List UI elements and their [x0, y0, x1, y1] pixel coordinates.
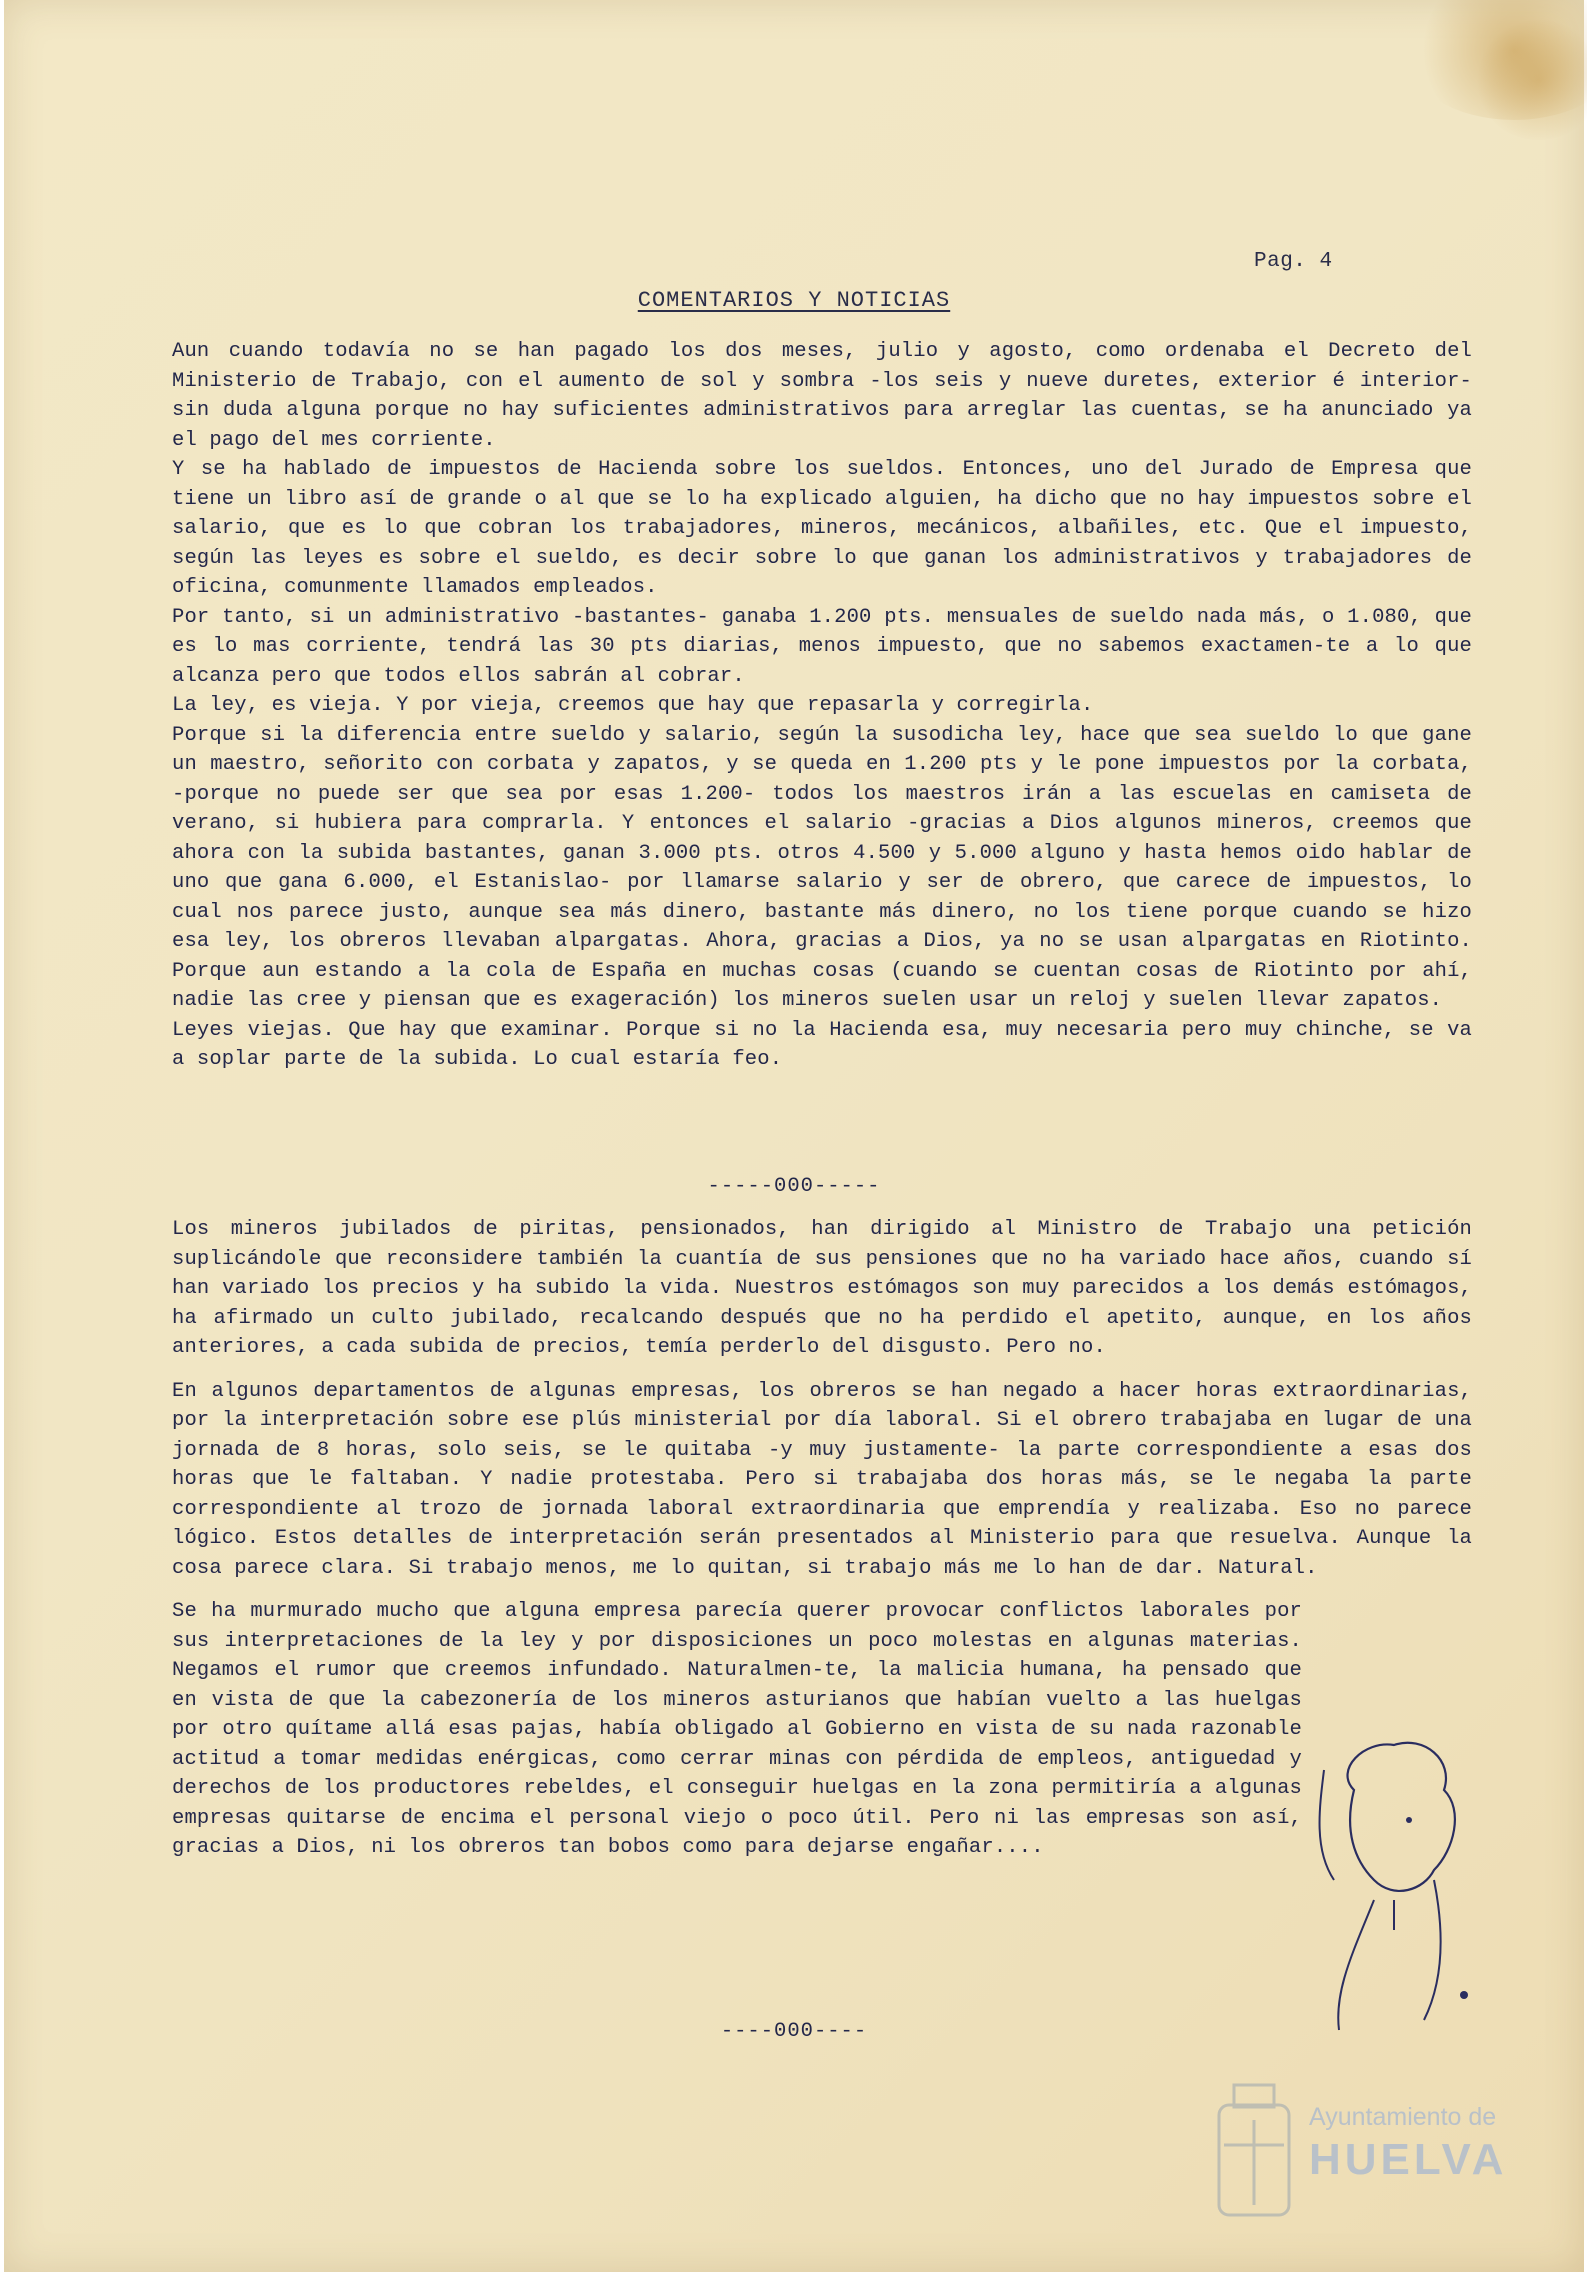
watermark-line1: Ayuntamiento de	[1309, 2103, 1497, 2131]
separator: ----000----	[720, 2020, 868, 2043]
separator: -----000-----	[707, 1175, 881, 1198]
page-number: Pag. 4	[1254, 250, 1333, 273]
section-2	[172, 1215, 1472, 1863]
paragraph: Los mineros jubilados de piritas, pensionados, han dirigido al Ministro de Trabajo una petición suplicándole que reconsidere también la cuantía de sus pensiones que no ha variado hace años, cuando sí han variado los precios y ha subido la vida. Nuestros estómagos son muy parecidos a los demás estómagos, ha afirmado un culto jubilado, recalcando después que no ha perdido el apetito, aunque, en los años anteriores, a cada subida de precios, temía perderlo del disgusto. Pero no.	[172, 1218, 1472, 1359]
section-1	[172, 337, 1472, 1075]
document-page	[4, 0, 1584, 2272]
paragraph: Por tanto, si un administrativo -bastantes- ganaba 1.200 pts. mensuales de sueldo nada más, o 1.080, que es lo mas corriente, tendrá las 30 pts diarias, menos impuesto, que no sabemos exactamen-te a lo que alcanza pero que todos ellos sabrán al cobrar.	[172, 605, 1472, 688]
paragraph: La ley, es vieja. Y por vieja, creemos que hay que repasarla y corregirla.	[172, 694, 1094, 717]
paragraph: Aun cuando todavía no se han pagado los dos meses, julio y agosto, como ordenaba el Decreto del Ministerio de Trabajo, con el aumento de sol y sombra -los seis y nueve duretes, exterior é interior- sin duda alguna porque no hay suficientes administrativos para arreglar las cuentas, se ha anunciado ya el pago del mes corriente.	[172, 340, 1472, 452]
page-title-text: COMENTARIOS Y NOTICIAS	[637, 288, 951, 313]
paragraph: En algunos departamentos de algunas empresas, los obreros se han negado a hacer horas extraordinarias, por la interpretación sobre ese plús ministerial por día laboral. Si el obrero trabajaba en lugar de una jornada de 8 horas, solo seis, se le quitaba -y muy justamente- la parte correspondiente a esas dos horas que le faltaban. Y nadie protestaba. Pero si trabajaba dos horas más, se le negaba la parte correspondiente al trozo de jornada laboral extraordinaria que emprendía y realizaba. Eso no parece lógico. Estos detalles de interpretación serán presentados al Ministerio para que resuelva. Aunque la cosa parece clara. Si trabajo menos, me lo quitan, si trabajo más me lo han de dar. Natural.	[172, 1379, 1472, 1580]
paper-stain	[1474, 20, 1587, 140]
paragraph: Porque si la diferencia entre sueldo y salario, según la susodicha ley, hace que sea sueldo lo que gane un maestro, señorito con corbata y zapatos, y se queda en 1.200 pts y le pone impuestos por la corbata, -porque no puede ser que sea por esas 1.200- todos los maestros irán a las escuelas en camiseta de verano, si hubiera para comprarla. Y entonces el salario -gracias a Dios algunos mineros, creemos que ahora con la subida bastantes, ganan 3.000 pts. otros 4.500 y 5.000 alguno y hasta hemos oido hablar de uno que gana 6.000, el Estanislao- por llamarse salario y ser de obrero, que carece de impuestos, lo cual nos parece justo, aunque sea más dinero, bastante más dinero, no los tiene porque cuando se hizo esa ley, los obreros llevaban alpargatas. Ahora, gracias a Dios, ya no se usan alpargatas en Riotinto. Porque aun estando a la cola de España en muchas cosas (cuando se cuentan cosas de Riotinto por ahí, nadie las cree y piensan que es exageración) los mineros suelen usar un reloj y suelen llevar zapatos.	[172, 723, 1472, 1012]
paragraph: Se ha murmurado mucho que alguna empresa parecía querer provocar conflictos laborales por sus interpretaciones de la ley y por disposiciones un poco molestas en algunas materias. Negamos el rumor que creemos infundado. Naturalmen-te, la malicia humana, ha pensado que en vista de que la cabezonería de los mineros asturianos que habían vuelto a las huelgas por otro quítame allá esas pajas, había obligado al Gobierno en vista de su nada razonable actitud a tomar medidas enérgicas, como cerrar minas con pérdida de empleos, antiguedad y derechos de los productores rebeldes, el conseguir huelgas en la zona permitiría a algunas empresas quitarse de encima el personal viejo o poco útil. Pero ni las empresas son así, gracias a Dios, ni los obreros tan bobos como para dejarse engañar....	[172, 1600, 1302, 1859]
watermark-line2: HUELVA	[1309, 2135, 1508, 2184]
page-title	[4, 288, 1584, 313]
paragraph: Y se ha hablado de impuestos de Hacienda sobre los sueldos. Entonces, uno del Jurado de Empresa que tiene un libro así de grande o al que se lo ha explicado alguien, ha dicho que no hay impuestos sobre el salario, que es lo que cobran los trabajadores, mineros, mecánicos, albañiles, etc. Que el impuesto, según las leyes es sobre el sueldo, es decir sobre lo que ganan los administrativos y trabajadores de oficina, comunmente llamados empleados.	[172, 458, 1472, 599]
paragraph: Leyes viejas. Que hay que examinar. Porque si no la Hacienda esa, muy necesaria pero muy chinche, se va a soplar parte de la subida. Lo cual estaría feo.	[172, 1018, 1472, 1071]
sketch-illustration	[1294, 1730, 1484, 2050]
